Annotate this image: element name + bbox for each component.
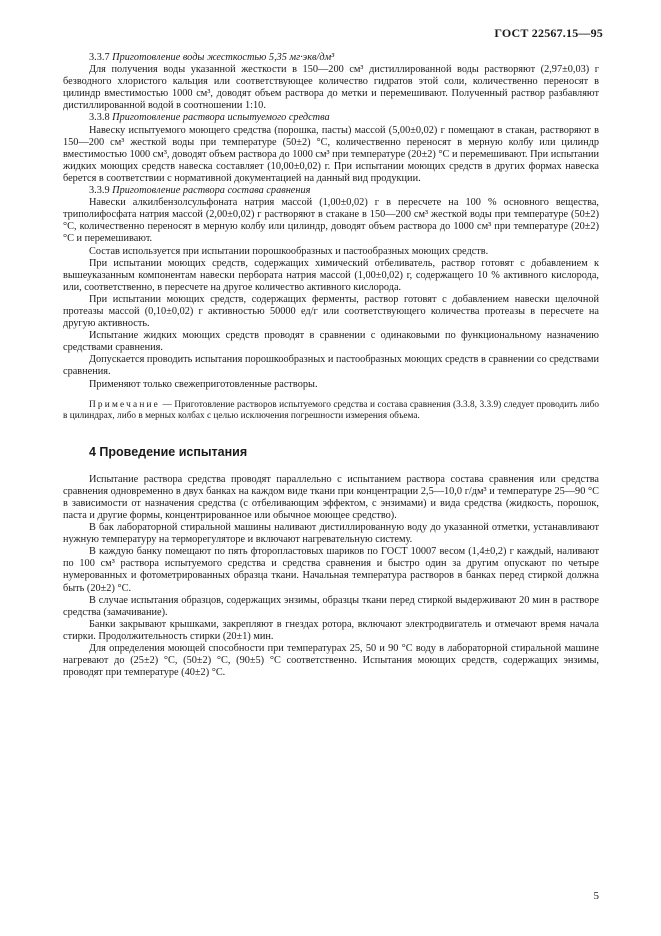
section-title: Приготовление раствора состава сравнения (112, 185, 311, 197)
section-4-heading: 4 Проведение испытания (89, 444, 248, 459)
paragraph: При испытании моющих средств, содержащих ферменты, раствор готовят с добавлением навески щелочной протеазы массой (0,10±0,02) г активностью 50000 ед/г или соответствующего количества протеазы в пересчете на другую активность. (63, 293, 599, 330)
paragraph: Состав используется при испытании порошкообразных и пастообразных моющих средств. (89, 245, 489, 257)
page-number: 5 (593, 890, 599, 902)
paragraph: Применяют только свежеприготовленные растворы. (89, 378, 318, 390)
paragraph: В бак лабораторной стиральной машины наливают дистиллированную воду до указанной отметки, устанавливают нужную температуру на терморегуляторе и включают нагревательную систему. (63, 522, 599, 546)
paragraph: Для получения воды указанной жесткости в 150—200 см³ дистиллированной воды растворяют (2,97±0,03) г безводного хлористого кальция или соответствующее количество гидратов этой соли, количественно переносят в цилиндр вместимостью 1000 см³, доводят объем раствора до метки и перемешивают. Полученный раствор разбавляют дистиллированной водой в соотношении 1:10. (63, 64, 599, 112)
paragraph: В каждую банку помещают по пять фторопластовых шариков по ГОСТ 10007 весом (1,4±0,2) г каждый, наливают по 100 см³ раствора испытуемого средства и средства сравнения и быстро один за другим опускают по четыре нумерованных и фотометрированных образца ткани. Начальная температура растворов в банках перед стиркой должна быть (20±2) °С. (63, 546, 599, 594)
section-title: Приготовление воды жесткостью 5,35 мг·экв/дм³ (112, 52, 335, 63)
section-number: 3.3.9 (89, 185, 110, 197)
paragraph: В случае испытания образцов, содержащих энзимы, образцы ткани перед стиркой выдерживают 20 мин в растворе средства (замачивание). (63, 594, 599, 618)
paragraph: Испытание жидких моющих средств проводят в сравнении с одинаковыми по функциональному назначению средствами сравнения. (63, 330, 599, 354)
note-label: Примечание (89, 399, 160, 410)
paragraph: Банки закрывают крышками, закрепляют в гнездах ротора, включают электродвигатель и отмечают время начала стирки. Продолжительность стирки (20±1) мин. (63, 618, 599, 642)
paragraph: Навески алкилбензолсульфоната натрия массой (1,00±0,02) г в пересчете на 100 % основного вещества, триполифосфата натрия массой (2,00±0,02) г растворяют в стакане в 150—200 см³ жесткой воды при температуре (50±2) °С, количественно переносят в мерную колбу или цилиндр, доводят объем раствора до 1000 см³ при температуре (20±2) °С и перемешивают. (63, 197, 599, 245)
section-title: Приготовление раствора испытуемого средства (112, 112, 330, 124)
section-number: 3.3.8 (89, 112, 110, 124)
paragraph: Испытание раствора средства проводят параллельно с испытанием раствора состава сравнения или средства сравнения одновременно в двух банках на каждом виде ткани при концентрации 2,5—10,0 г/дм³ и температуре 25—90 °С в зависимости от назначения средства (с отбеливающим эффектом, с энзимами) и вида средства (жидкость, порошок, паста и другие формы, концентрированное или обычное моющее средство). (63, 473, 599, 521)
paragraph: При испытании моющих средств, содержащих химический отбеливатель, раствор готовят с добавлением к вышеуказанным компонентам навески пербората натрия массой (1,00±0,02) г, содержащего 10 % активного кислорода, или, соответственно, в пересчете на другое количество активного кислорода. (63, 257, 599, 293)
document-header: ГОСТ 22567.15—95 (494, 26, 603, 40)
paragraph: Навеску испытуемого моющего средства (порошка, пасты) массой (5,00±0,02) г помещают в стакан, растворяют в 150—200 см³ жесткой воды при температуре (50±2) °С, количественно переносят в мерную колбу или цилиндр вместимостью 1000 см³, доводят объем раствора до 1000 см³ при температуре (20±2) °С и перемешивают. При испытании жидких моющих средств навеска составляет (10,00±0,02) г. При испытании моющих средств в других формах навеска берется в соответствии с нормативной документацией на данный вид продукции. (63, 124, 599, 184)
note (63, 400, 599, 422)
note-text: — Приготовление растворов испытуемого средства и состава сравнения (3.3.8, 3.3.9) следует проводить либо в цилиндрах, либо в мерных колбах с целью исключения погрешности измерения объема. (63, 399, 599, 421)
section-number: 3.3.7 (89, 52, 110, 63)
paragraph: Для определения моющей способности при температурах 25, 50 и 90 °С воду в лабораторной стиральной машине нагревают до (25±2) °С, (50±2) °С, (90±5) °С соответственно. Испытания моющих средств, содержащих энзимы, проводят при температуре (40±2) °С. (63, 643, 599, 679)
page-content (63, 52, 599, 679)
paragraph: Допускается проводить испытания порошкообразных и пастообразных моющих средств в сравнении со средствами сравнения. (63, 354, 599, 378)
section-3-3-8-heading (63, 112, 599, 124)
section-3-3-7-heading (63, 52, 599, 64)
section-3-3-9-heading (63, 185, 599, 197)
